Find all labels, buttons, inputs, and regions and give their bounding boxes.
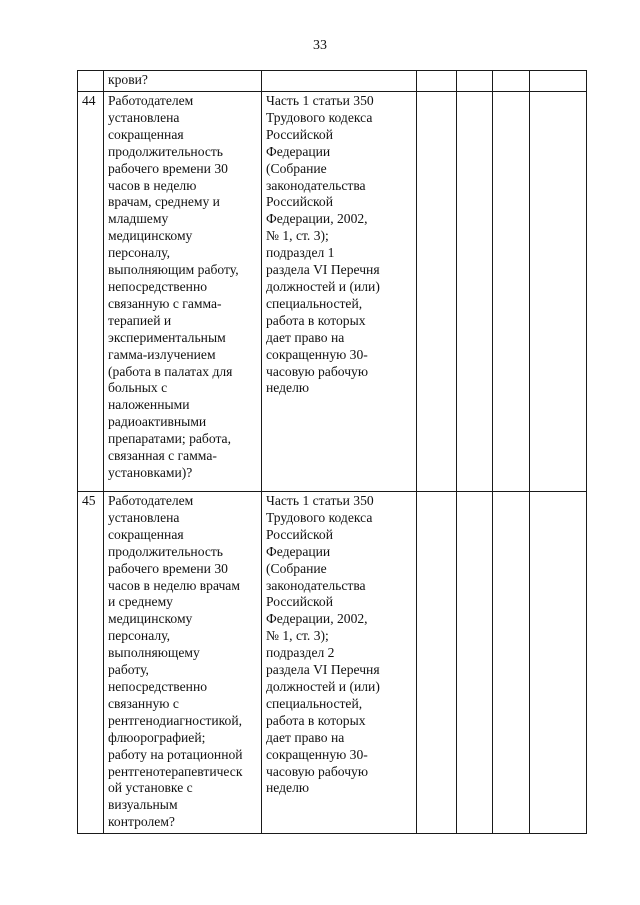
- question-line: визуальным: [108, 797, 178, 813]
- basis-line: дает право на: [266, 329, 345, 345]
- cell-answer-yes: [417, 92, 457, 492]
- question-line: Работодателем: [108, 93, 194, 108]
- question-line: работу,: [108, 662, 149, 678]
- cell-question: [104, 492, 262, 834]
- question-line: связанную с: [108, 695, 179, 711]
- question-line: (работа в палатах для: [108, 363, 233, 379]
- basis-line: часовую рабочую: [266, 363, 368, 379]
- question-line: выполняющему: [108, 645, 200, 661]
- basis-line: должностей и (или): [266, 278, 380, 294]
- question-line: рентгенодиагностикой,: [108, 712, 242, 728]
- basis-line: специальностей,: [266, 695, 363, 711]
- basis-line: неделю: [266, 380, 310, 396]
- question-line: персоналу,: [108, 628, 170, 644]
- question-line: сокращенная: [108, 526, 184, 542]
- basis-line: сокращенную 30-: [266, 346, 368, 362]
- basis-line: Трудового кодекса: [266, 509, 373, 525]
- cell-number: 45: [78, 492, 104, 834]
- basis-line: Российской: [266, 126, 333, 142]
- question-line: наложенными: [108, 397, 190, 413]
- basis-line: законодательства: [266, 577, 366, 593]
- basis-line: специальностей,: [266, 295, 363, 311]
- basis-line: раздела VI Перечня: [266, 662, 380, 678]
- question-line: выполняющим работу,: [108, 262, 239, 278]
- question-line: рабочего времени 30: [108, 160, 228, 176]
- question-line: рабочего времени 30: [108, 560, 228, 576]
- cell-question: [104, 71, 262, 92]
- question-line: экспериментальным: [108, 329, 226, 345]
- cell-number: 44: [78, 92, 104, 492]
- question-line: непосредственно: [108, 278, 208, 294]
- cell-answer-na: [493, 492, 530, 834]
- cell-note: [530, 71, 587, 92]
- cell-answer-yes: [417, 492, 457, 834]
- question-line: флюорографией;: [108, 729, 206, 745]
- question-line: часов в неделю: [108, 177, 197, 193]
- requirements-table: [77, 70, 587, 834]
- question-line: терапией и: [108, 312, 172, 328]
- cell-answer-no: [457, 71, 493, 92]
- cell-answer-no: [457, 492, 493, 834]
- question-line: непосредственно: [108, 678, 208, 694]
- cell-answer-no: [457, 92, 493, 492]
- question-line: крови?: [108, 72, 148, 87]
- basis-line: (Собрание: [266, 160, 327, 176]
- question-line: медицинскому: [108, 228, 193, 244]
- question-line: связанная с гамма-: [108, 448, 217, 464]
- basis-line: сокращенную 30-: [266, 746, 368, 762]
- question-line: продолжительность: [108, 143, 224, 159]
- cell-note: [530, 92, 587, 492]
- question-line: установками)?: [108, 464, 193, 480]
- cell-basis: [262, 71, 417, 92]
- basis-line: законодательства: [266, 177, 366, 193]
- question-line: установлена: [108, 109, 180, 125]
- cell-number: [78, 71, 104, 92]
- cell-answer-na: [493, 92, 530, 492]
- cell-basis: [262, 92, 417, 492]
- basis-line: Российской: [266, 526, 333, 542]
- table-row-44: [78, 92, 587, 492]
- basis-line: часовую рабочую: [266, 763, 368, 779]
- question-line: персоналу,: [108, 245, 170, 261]
- question-line: больных с: [108, 380, 168, 396]
- table-row-45: [78, 492, 587, 834]
- basis-line: Федерации: [266, 543, 331, 559]
- question-line: продолжительность: [108, 543, 224, 559]
- question-line: радиоактивными: [108, 414, 207, 430]
- basis-line: неделю: [266, 780, 310, 796]
- basis-line: должностей и (или): [266, 678, 380, 694]
- question-line: работу на ротационной: [108, 746, 243, 762]
- question-line: гамма-излучением: [108, 346, 216, 362]
- basis-line: Федерации: [266, 143, 331, 159]
- basis-line: раздела VI Перечня: [266, 262, 380, 278]
- basis-line: Российской: [266, 594, 333, 610]
- basis-line: № 1, ст. 3);: [266, 228, 329, 244]
- basis-line: подраздел 1: [266, 245, 335, 261]
- question-line: врачам, среднему и: [108, 194, 220, 210]
- cell-note: [530, 492, 587, 834]
- question-line: медицинскому: [108, 611, 193, 627]
- basis-line: работа в которых: [266, 312, 366, 328]
- cell-answer-na: [493, 71, 530, 92]
- table-row-continued: [78, 71, 587, 92]
- basis-line: № 1, ст. 3);: [266, 628, 329, 644]
- basis-line: дает право на: [266, 729, 345, 745]
- cell-answer-yes: [417, 71, 457, 92]
- question-line: контролем?: [108, 814, 175, 830]
- question-line: связанную с гамма-: [108, 295, 222, 311]
- basis-line: подраздел 2: [266, 645, 335, 661]
- page-number: 33: [313, 38, 327, 53]
- basis-line: работа в которых: [266, 712, 366, 728]
- question-line: Работодателем: [108, 493, 194, 508]
- basis-line: Федерации, 2002,: [266, 211, 368, 227]
- cell-question: [104, 92, 262, 492]
- basis-line: Трудового кодекса: [266, 109, 373, 125]
- question-line: ой установке с: [108, 780, 193, 796]
- question-line: часов в неделю врачам: [108, 577, 240, 593]
- question-line: и среднему: [108, 594, 173, 610]
- basis-line: Часть 1 статьи 350: [266, 93, 374, 108]
- basis-line: Федерации, 2002,: [266, 611, 368, 627]
- basis-line: Часть 1 статьи 350: [266, 493, 374, 508]
- question-line: препаратами; работа,: [108, 431, 231, 447]
- question-line: рентгенотерапевтическ: [108, 763, 243, 779]
- question-line: сокращенная: [108, 126, 184, 142]
- question-line: установлена: [108, 509, 180, 525]
- cell-basis: [262, 492, 417, 834]
- basis-line: Российской: [266, 194, 333, 210]
- basis-line: (Собрание: [266, 560, 327, 576]
- question-line: младшему: [108, 211, 169, 227]
